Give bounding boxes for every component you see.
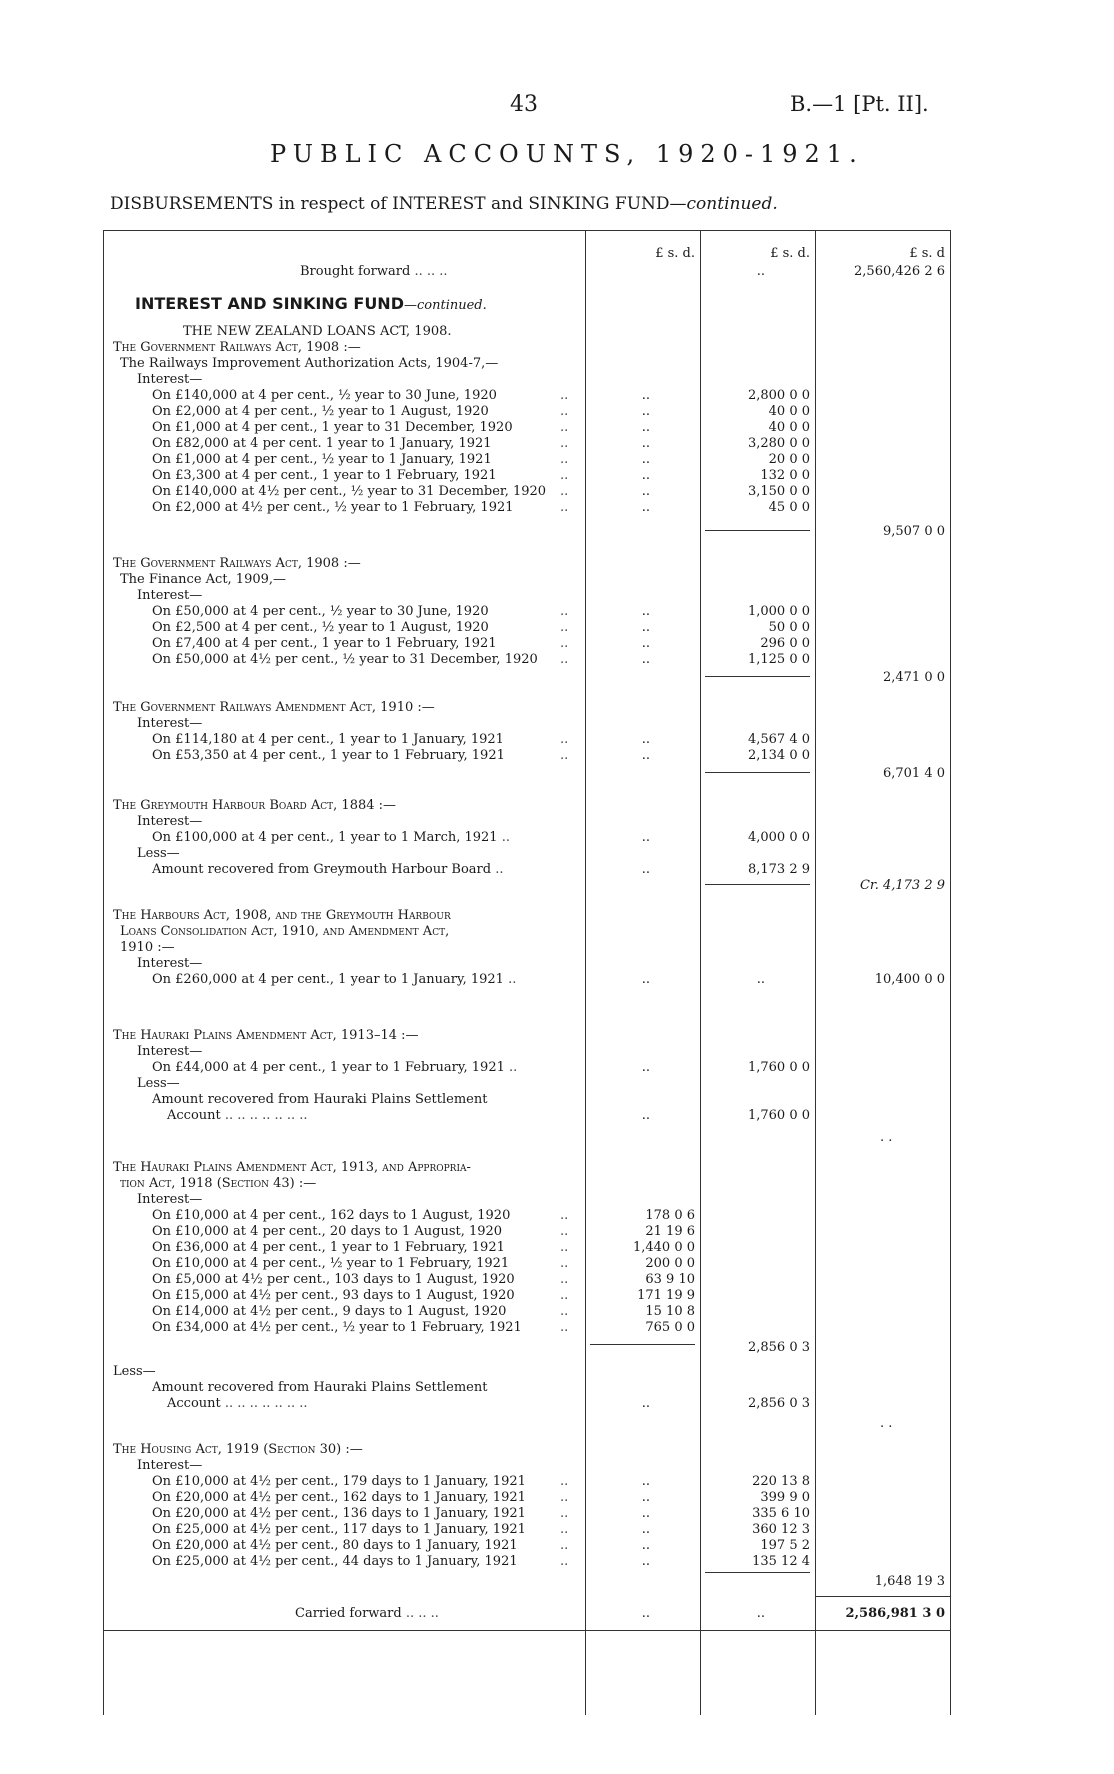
block3-row-leader: .. <box>560 732 569 747</box>
block1-row-value: 3,150 0 0 <box>747 484 810 499</box>
block8-row-leader: .. <box>560 1474 569 1489</box>
block7-row-value: 171 19 9 <box>637 1288 695 1303</box>
block3-total: 6,701 4 0 <box>882 766 945 781</box>
block7-row-value: 1,440 0 0 <box>632 1240 695 1255</box>
block5-row1: On £260,000 at 4 per cent., 1 year to 1 January, 1921 .. <box>152 972 517 987</box>
block2-row-leader: .. <box>560 604 569 619</box>
block1-row-leader: .. <box>560 500 569 515</box>
block1-row-leader: .. <box>560 388 569 403</box>
block1-row-col1: .. <box>641 420 650 435</box>
block3-row-text: On £53,350 at 4 per cent., 1 year to 1 February, 1921 <box>152 748 505 763</box>
block4-row1: On £100,000 at 4 per cent., 1 year to 1 March, 1921 .. <box>152 830 510 845</box>
block1-row-leader: .. <box>560 436 569 451</box>
block8-row-col1: .. <box>641 1554 650 1569</box>
block3-title: The Government Railways Amendment Act, 1910 :— <box>113 700 435 715</box>
block2-row-col1: .. <box>641 620 650 635</box>
block2-row-value: 1,125 0 0 <box>747 652 810 667</box>
table-right-rule <box>950 230 951 1715</box>
block8-row-col1: .. <box>641 1506 650 1521</box>
block3-row-leader: .. <box>560 748 569 763</box>
block7-row2b: Account .. .. .. .. .. .. .. <box>167 1396 308 1411</box>
block2-row-leader: .. <box>560 620 569 635</box>
block1-row-col1: .. <box>641 484 650 499</box>
page-number: 43 <box>510 92 538 117</box>
col1-left-rule <box>585 230 586 1715</box>
block4-row1-col2: 4,000 0 0 <box>747 830 810 845</box>
block4-less: Less— <box>137 846 180 861</box>
block8-row-leader: .. <box>560 1522 569 1537</box>
block7-row-leader: .. <box>560 1256 569 1271</box>
block1-row-value: 40 0 0 <box>768 404 810 419</box>
block6-less: Less— <box>137 1076 180 1091</box>
block3-row-col1: .. <box>641 748 650 763</box>
block5-row1-col1: .. <box>641 972 650 987</box>
block1-row-leader: .. <box>560 452 569 467</box>
page-title: PUBLIC ACCOUNTS, 1920-1921. <box>270 140 864 168</box>
block1-row-text: On £2,000 at 4½ per cent., ½ year to 1 February, 1921 <box>152 500 514 515</box>
block7-row-leader: .. <box>560 1224 569 1239</box>
page-subtitle: DISBURSEMENTS in respect of INTEREST and SINKING FUND—continued. <box>110 194 778 214</box>
block8-row-text: On £10,000 at 4½ per cent., 179 days to 1 January, 1921 <box>152 1474 526 1489</box>
block5-title-line1: The Harbours Act, 1908, and the Greymouth Harbour <box>113 908 451 923</box>
block1-row-value: 2,800 0 0 <box>747 388 810 403</box>
block7-row-value: 178 0 6 <box>645 1208 695 1223</box>
block1-row-text: On £82,000 at 4 per cent. 1 year to 1 January, 1921 <box>152 436 492 451</box>
table-left-rule <box>103 230 104 1715</box>
block7-row-text: On £15,000 at 4½ per cent., 93 days to 1 August, 1920 <box>152 1288 515 1303</box>
block3-interest: Interest— <box>137 716 203 731</box>
block7-total-dots: . . <box>880 1416 893 1431</box>
block6-row2-col1: .. <box>641 1108 650 1123</box>
block8-row-text: On £25,000 at 4½ per cent., 44 days to 1 January, 1921 <box>152 1554 518 1569</box>
block2-row-text: On £2,500 at 4 per cent., ½ year to 1 August, 1920 <box>152 620 489 635</box>
block1-row-text: On £2,000 at 4 per cent., ½ year to 1 August, 1920 <box>152 404 489 419</box>
block1-row-col1: .. <box>641 452 650 467</box>
block7-row2a: Amount recovered from Hauraki Plains Settlement <box>152 1380 488 1395</box>
block8-interest: Interest— <box>137 1458 203 1473</box>
block7-title-line2: tion Act, 1918 (Section 43) :— <box>120 1176 317 1191</box>
carried-forward-col2: .. <box>756 1606 765 1621</box>
block3-underline <box>705 772 810 773</box>
block1-title: The Government Railways Act, 1908 :— <box>113 340 361 355</box>
block7-row-text: On £34,000 at 4½ per cent., ½ year to 1 February, 1921 <box>152 1320 522 1335</box>
carried-forward-total: 2,586,981 3 0 <box>845 1606 945 1621</box>
col2-header: £ s. d. <box>770 246 810 261</box>
block1-row-col1: .. <box>641 404 650 419</box>
block8-row-value: 135 12 4 <box>752 1554 810 1569</box>
block1-interest: Interest— <box>137 372 203 387</box>
block6-row1-col1: .. <box>641 1060 650 1075</box>
block8-row-text: On £25,000 at 4½ per cent., 117 days to 1 January, 1921 <box>152 1522 526 1537</box>
block7-less: Less— <box>113 1364 156 1379</box>
brought-forward-total: 2,560,426 2 6 <box>854 264 945 279</box>
block8-title: The Housing Act, 1919 (Section 30) :— <box>113 1442 363 1457</box>
block8-row-text: On £20,000 at 4½ per cent., 162 days to 1 January, 1921 <box>152 1490 526 1505</box>
block7-row-leader: .. <box>560 1288 569 1303</box>
col1-header: £ s. d. <box>655 246 695 261</box>
act-heading: THE NEW ZEALAND LOANS ACT, 1908. <box>183 324 452 339</box>
block2-row-col1: .. <box>641 636 650 651</box>
block1-row-value: 20 0 0 <box>768 452 810 467</box>
block2-row-leader: .. <box>560 652 569 667</box>
block7-row-text: On £14,000 at 4½ per cent., 9 days to 1 August, 1920 <box>152 1304 507 1319</box>
block4-row2-col1: .. <box>641 862 650 877</box>
block7-row-leader: .. <box>560 1272 569 1287</box>
block7-row-leader: .. <box>560 1240 569 1255</box>
block6-row2b: Account .. .. .. .. .. .. .. <box>167 1108 308 1123</box>
block6-row2a: Amount recovered from Hauraki Plains Settlement <box>152 1092 488 1107</box>
carried-forward-col1: .. <box>641 1606 650 1621</box>
block7-row-value: 21 19 6 <box>645 1224 695 1239</box>
block8-row-value: 220 13 8 <box>752 1474 810 1489</box>
block7-interest: Interest— <box>137 1192 203 1207</box>
block1-row-text: On £140,000 at 4 per cent., ½ year to 30 June, 1920 <box>152 388 497 403</box>
block8-row-value: 335 6 10 <box>752 1506 810 1521</box>
block6-interest: Interest— <box>137 1044 203 1059</box>
block6-total-dots: . . <box>880 1130 893 1145</box>
block2-row-col1: .. <box>641 604 650 619</box>
block1-row-col1: .. <box>641 436 650 451</box>
block8-row-text: On £20,000 at 4½ per cent., 80 days to 1 January, 1921 <box>152 1538 518 1553</box>
block8-row-col1: .. <box>641 1474 650 1489</box>
block2-subtitle: The Finance Act, 1909,— <box>120 572 287 587</box>
block2-row-text: On £50,000 at 4½ per cent., ½ year to 31 December, 1920 <box>152 652 538 667</box>
block8-underline <box>705 1572 810 1573</box>
block8-row-value: 399 9 0 <box>760 1490 810 1505</box>
block5-total: 10,400 0 0 <box>874 972 945 987</box>
block1-row-value: 132 0 0 <box>760 468 810 483</box>
block7-row-text: On £36,000 at 4 per cent., 1 year to 1 February, 1921 <box>152 1240 505 1255</box>
block8-row-col1: .. <box>641 1538 650 1553</box>
block5-title-line3: 1910 :— <box>120 940 175 955</box>
block7-row2-col2: 2,856 0 3 <box>747 1396 810 1411</box>
block8-row-value: 360 12 3 <box>752 1522 810 1537</box>
block1-row-leader: .. <box>560 420 569 435</box>
block4-title: The Greymouth Harbour Board Act, 1884 :— <box>113 798 397 813</box>
carried-forward-label: Carried forward .. .. .. <box>295 1606 439 1621</box>
brought-forward-col2: .. <box>756 264 765 279</box>
block1-row-value: 40 0 0 <box>768 420 810 435</box>
block2-interest: Interest— <box>137 588 203 603</box>
block4-total: Cr. 4,173 2 9 <box>859 878 945 893</box>
block7-row-value: 15 10 8 <box>645 1304 695 1319</box>
block7-row-leader: .. <box>560 1320 569 1335</box>
block8-row-leader: .. <box>560 1506 569 1521</box>
block7-row-value: 63 9 10 <box>645 1272 695 1287</box>
block1-row-value: 3,280 0 0 <box>747 436 810 451</box>
block7-subtotal: 2,856 0 3 <box>747 1340 810 1355</box>
block6-row1-col2: 1,760 0 0 <box>747 1060 810 1075</box>
block4-interest: Interest— <box>137 814 203 829</box>
block2-title: The Government Railways Act, 1908 :— <box>113 556 361 571</box>
carried-forward-rule <box>815 1596 950 1597</box>
block1-row-value: 45 0 0 <box>768 500 810 515</box>
block5-row1-col2: .. <box>756 972 765 987</box>
block1-row-text: On £1,000 at 4 per cent., 1 year to 31 December, 1920 <box>152 420 513 435</box>
block8-row-col1: .. <box>641 1490 650 1505</box>
block3-row-value: 4,567 4 0 <box>747 732 810 747</box>
block6-title: The Hauraki Plains Amendment Act, 1913–14 :— <box>113 1028 419 1043</box>
block4-row2: Amount recovered from Greymouth Harbour Board .. <box>152 862 504 877</box>
block8-row-leader: .. <box>560 1554 569 1569</box>
block3-row-col1: .. <box>641 732 650 747</box>
block7-row-text: On £10,000 at 4 per cent., 162 days to 1 August, 1920 <box>152 1208 511 1223</box>
block7-row-text: On £10,000 at 4 per cent., 20 days to 1 August, 1920 <box>152 1224 503 1239</box>
block2-row-value: 296 0 0 <box>760 636 810 651</box>
document-reference: B.—1 [Pt. II]. <box>790 92 929 116</box>
block7-row-leader: .. <box>560 1304 569 1319</box>
block1-underline <box>705 530 810 531</box>
block8-row-leader: .. <box>560 1538 569 1553</box>
block7-row-text: On £5,000 at 4½ per cent., 103 days to 1 August, 1920 <box>152 1272 515 1287</box>
block1-subtitle: The Railways Improvement Authorization Acts, 1904-7,— <box>120 356 499 371</box>
block2-row-text: On £7,400 at 4 per cent., 1 year to 1 February, 1921 <box>152 636 497 651</box>
block1-row-col1: .. <box>641 500 650 515</box>
block7-row-text: On £10,000 at 4 per cent., ½ year to 1 February, 1921 <box>152 1256 510 1271</box>
block2-row-value: 1,000 0 0 <box>747 604 810 619</box>
block8-row-text: On £20,000 at 4½ per cent., 136 days to 1 January, 1921 <box>152 1506 526 1521</box>
block5-interest: Interest— <box>137 956 203 971</box>
section-heading: INTEREST AND SINKING FUND—continued. <box>135 294 487 313</box>
block8-row-value: 197 5 2 <box>760 1538 810 1553</box>
block3-row-value: 2,134 0 0 <box>747 748 810 763</box>
block3-row-text: On £114,180 at 4 per cent., 1 year to 1 January, 1921 <box>152 732 504 747</box>
block1-total: 9,507 0 0 <box>882 524 945 539</box>
block7-row2-col1: .. <box>641 1396 650 1411</box>
block1-row-col1: .. <box>641 388 650 403</box>
block1-row-text: On £140,000 at 4½ per cent., ½ year to 31 December, 1920 <box>152 484 547 499</box>
block4-row1-col1: .. <box>641 830 650 845</box>
block2-underline <box>705 676 810 677</box>
table-top-rule <box>103 230 950 231</box>
col3-header: £ s. d <box>909 246 945 261</box>
block7-underline <box>590 1344 695 1345</box>
block1-row-text: On £3,300 at 4 per cent., 1 year to 1 February, 1921 <box>152 468 497 483</box>
block2-row-leader: .. <box>560 636 569 651</box>
block1-row-col1: .. <box>641 468 650 483</box>
col3-left-rule <box>815 230 816 1715</box>
block7-row-value: 200 0 0 <box>645 1256 695 1271</box>
block1-row-leader: .. <box>560 468 569 483</box>
block4-underline <box>705 884 810 885</box>
brought-forward-label: Brought forward .. .. .. <box>300 264 448 279</box>
block7-row-leader: .. <box>560 1208 569 1223</box>
block6-row1: On £44,000 at 4 per cent., 1 year to 1 February, 1921 .. <box>152 1060 518 1075</box>
block2-row-col1: .. <box>641 652 650 667</box>
block4-row2-col2: 8,173 2 9 <box>747 862 810 877</box>
block1-row-leader: .. <box>560 484 569 499</box>
block8-row-leader: .. <box>560 1490 569 1505</box>
block1-row-leader: .. <box>560 404 569 419</box>
block2-row-value: 50 0 0 <box>768 620 810 635</box>
col2-left-rule <box>700 230 701 1715</box>
block8-total: 1,648 19 3 <box>874 1574 945 1589</box>
block7-row-value: 765 0 0 <box>645 1320 695 1335</box>
block8-row-col1: .. <box>641 1522 650 1537</box>
block1-row-text: On £1,000 at 4 per cent., ½ year to 1 January, 1921 <box>152 452 492 467</box>
block2-total: 2,471 0 0 <box>882 670 945 685</box>
table-bottom-rule <box>103 1630 950 1631</box>
block7-title-line1: The Hauraki Plains Amendment Act, 1913, and Appropria- <box>113 1160 471 1175</box>
block5-title-line2: Loans Consolidation Act, 1910, and Amendment Act, <box>120 924 450 939</box>
block2-row-text: On £50,000 at 4 per cent., ½ year to 30 June, 1920 <box>152 604 489 619</box>
block6-row2-col2: 1,760 0 0 <box>747 1108 810 1123</box>
